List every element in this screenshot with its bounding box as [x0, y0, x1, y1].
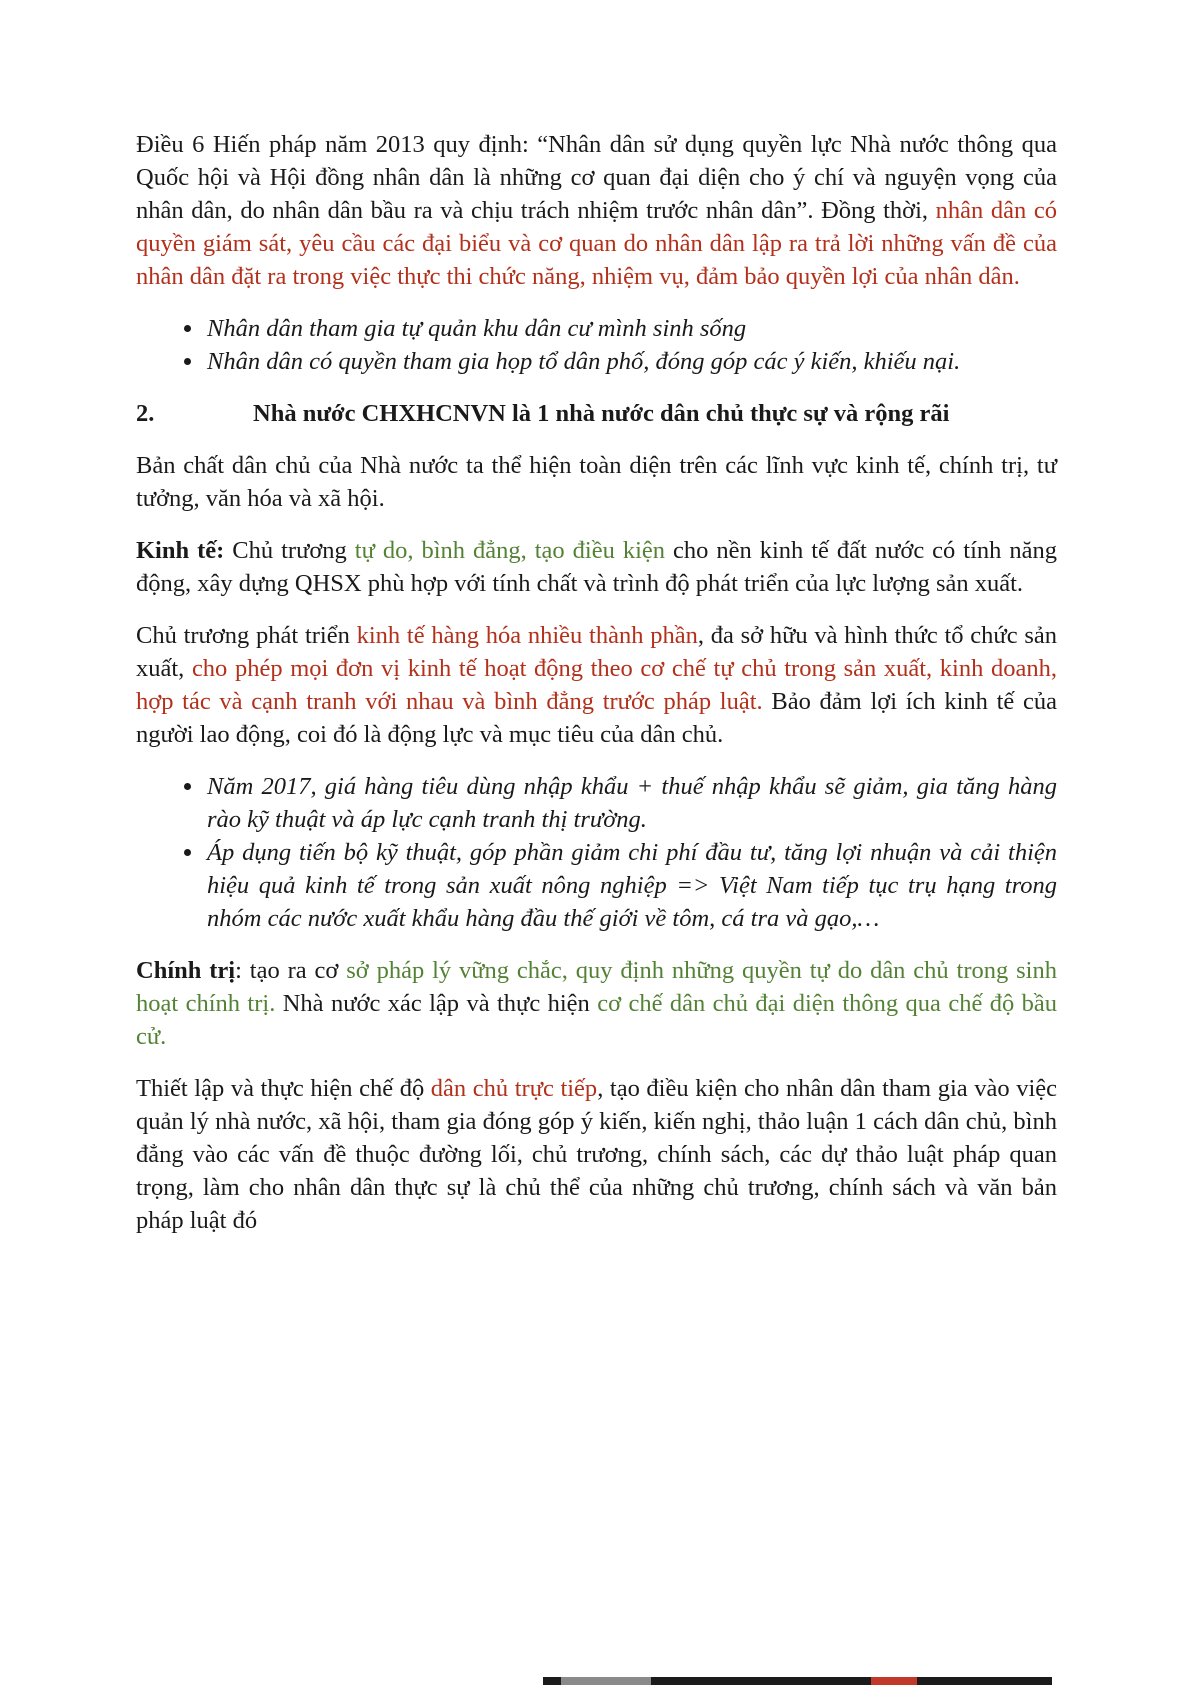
- text-run: Năm 2017, giá hàng tiêu dùng nhập khẩu + thuế nhập khẩu sẽ giảm, gia tăng hàng rào kỹ thuật và áp lực cạnh tranh thị trường.: [207, 773, 1057, 833]
- heading-number: 2.: [136, 400, 155, 427]
- text-run: Nhà nước xác lập và thực hiện: [275, 990, 598, 1017]
- paragraph-chinhtri: [136, 954, 1057, 1053]
- text-run: Kinh tế:: [136, 537, 225, 564]
- list-item: [205, 770, 1057, 836]
- text-run: tự do, bình đẳng, tạo điều kiện: [354, 537, 666, 564]
- list-item: [205, 312, 1057, 345]
- list-item: [205, 836, 1057, 935]
- paragraph-thietlap: [136, 1072, 1057, 1237]
- text-run: nhân dân có quyền giám sát, yêu cầu các đại biểu và cơ quan do nhân dân lập ra trả lời những vấn đề của nhân dân đặt ra trong việc thực thi chức năng, nhiệm vụ, đảm bảo quyền lợi của nhân dân.: [136, 197, 1058, 290]
- text-run: sở pháp lý vững chắc, quy định những quyền tự do dân chủ trong sinh hoạt chính trị.: [136, 957, 1057, 1017]
- text-run: Chủ trương phát triển: [136, 622, 357, 649]
- bullet-list-nhandan: [136, 312, 1057, 378]
- bottom-edge-red-segment: [871, 1677, 917, 1685]
- bottom-window-edge-artifact: [543, 1677, 1052, 1685]
- paragraph-banchat: [136, 449, 1057, 515]
- text-run: cho phép mọi đơn vị kinh tế hoạt động theo cơ chế tự chủ trong sản xuất, kinh doanh, hợp tác và cạnh tranh với nhau và bình đẳng trước pháp luật.: [136, 655, 1057, 715]
- heading-text: [253, 400, 949, 427]
- text-run: , tạo điều kiện cho nhân dân tham gia vào việc quản lý nhà nước, xã hội, tham gia đóng góp ý kiến, kiến nghị, thảo luận 1 cách dân chủ, bình đẳng vào các vấn đề thuộc đường lối, chủ trương, chính sách, các dự thảo luật pháp quan trọng, làm cho nhân dân thực sự là chủ thể của những chủ trương, chính sách và văn bản pháp luật đó: [136, 1075, 1057, 1234]
- text-run: Bản chất dân chủ của Nhà nước ta thể hiện toàn diện trên các lĩnh vực kinh tế, chính trị, tư tưởng, văn hóa và xã hội.: [136, 452, 1057, 512]
- text-run: cho nền kinh tế đất nước có tính năng động, xây dựng QHSX phù hợp với tính chất và trình độ phát triển của lực lượng sản xuất.: [136, 537, 1058, 597]
- text-run: Bảo đảm lợi ích kinh tế của người lao động, coi đó là động lực và mục tiêu của dân chủ.: [136, 688, 1057, 748]
- text-run: Nhà nước CHXHCNVN là 1 nhà nước dân chủ thực sự và rộng rãi: [253, 400, 950, 427]
- bullet-list-kinhte: [136, 770, 1057, 935]
- bottom-edge-light-segment: [561, 1677, 651, 1685]
- paragraph-dieu6: [136, 128, 1057, 293]
- text-run: : tạo ra cơ: [235, 957, 347, 984]
- paragraph-chutruong: [136, 619, 1057, 751]
- text-run: Chủ trương: [224, 537, 355, 564]
- text-run: Chính trị: [136, 957, 236, 984]
- text-run: dân chủ trực tiếp: [430, 1075, 598, 1102]
- text-run: kinh tế hàng hóa nhiều thành phần: [356, 622, 698, 649]
- section-heading-2: [136, 397, 1057, 430]
- text-run: Nhân dân có quyền tham gia họp tổ dân phố, đóng góp các ý kiến, khiếu nại.: [207, 348, 961, 375]
- text-run: Thiết lập và thực hiện chế độ: [136, 1075, 431, 1102]
- text-run: Nhân dân tham gia tự quản khu dân cư mình sinh sống: [207, 315, 747, 342]
- paragraph-kinhte: [136, 534, 1057, 600]
- text-run: Áp dụng tiến bộ kỹ thuật, góp phần giảm chi phí đầu tư, tăng lợi nhuận và cải thiện hiệu quả kinh tế trong sản xuất nông nghiệp => Việt Nam tiếp tục trụ hạng trong nhóm các nước xuất khẩu hàng đầu thế giới về tôm, cá tra và gạo,…: [207, 839, 1057, 932]
- text-run: cơ chế dân chủ đại diện thông qua chế độ bầu cử.: [136, 990, 1058, 1050]
- text-run: , đa sở hữu và hình thức tổ chức sản xuất,: [136, 622, 1057, 682]
- text-run: Điều 6 Hiến pháp năm 2013 quy định: “Nhân dân sử dụng quyền lực Nhà nước thông qua Quốc hội và Hội đồng nhân dân là những cơ quan đại diện cho ý chí và nguyện vọng của nhân dân, do nhân dân bầu ra và chịu trách nhiệm trước nhân dân”. Đồng thời,: [136, 131, 1057, 224]
- list-item: [205, 345, 1057, 378]
